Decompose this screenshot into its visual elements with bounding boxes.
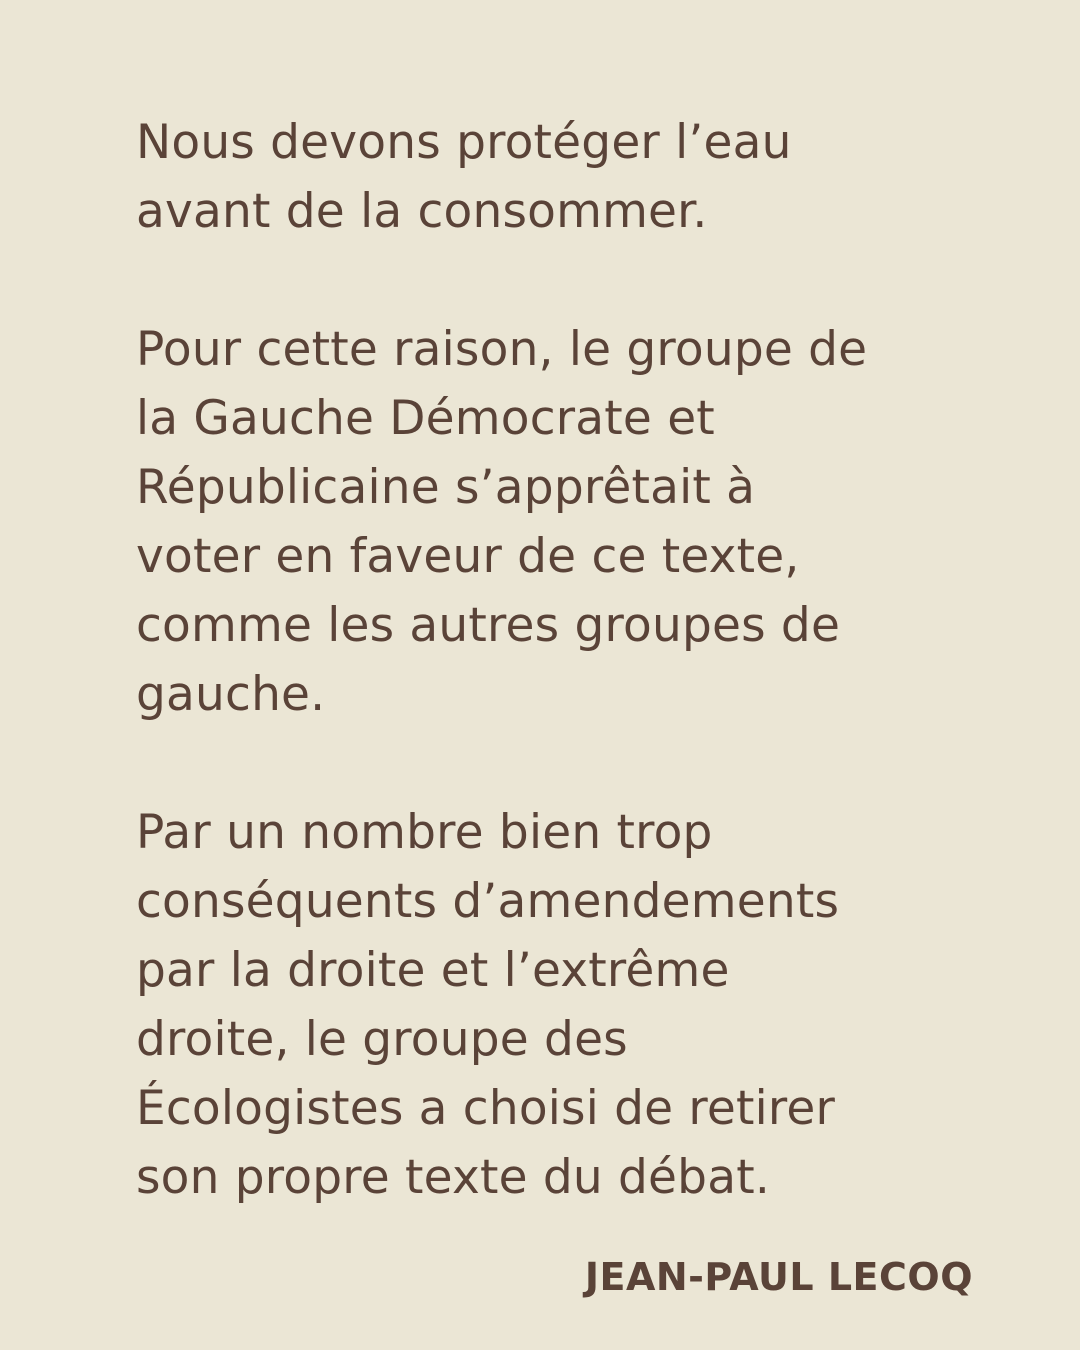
quote-line: voter en faveur de ce texte, bbox=[136, 529, 800, 584]
quote-line: avant de la consommer. bbox=[136, 184, 708, 239]
quote-body bbox=[136, 108, 996, 1212]
quote-line: la Gauche Démocrate et bbox=[136, 391, 715, 446]
quote-line: Par un nombre bien trop bbox=[136, 805, 713, 860]
quote-paragraph-1 bbox=[136, 108, 996, 246]
quote-line: gauche. bbox=[136, 667, 326, 722]
quote-line: comme les autres groupes de bbox=[136, 598, 841, 653]
quote-line: droite, le groupe des bbox=[136, 1012, 628, 1067]
quote-paragraph-2 bbox=[136, 315, 996, 729]
quote-line: Républicaine s’apprêtait à bbox=[136, 460, 756, 515]
quote-line: son propre texte du débat. bbox=[136, 1150, 770, 1205]
quote-line: conséquents d’amendements bbox=[136, 874, 840, 929]
quote-line: Nous devons protéger l’eau bbox=[136, 115, 792, 170]
quote-author: JEAN-PAUL LECOQ bbox=[584, 1255, 973, 1299]
quote-line: Écologistes a choisi de retirer bbox=[136, 1081, 836, 1136]
quote-line: Pour cette raison, le groupe de bbox=[136, 322, 868, 377]
quote-line: par la droite et l’extrême bbox=[136, 943, 730, 998]
quote-paragraph-3 bbox=[136, 798, 996, 1212]
